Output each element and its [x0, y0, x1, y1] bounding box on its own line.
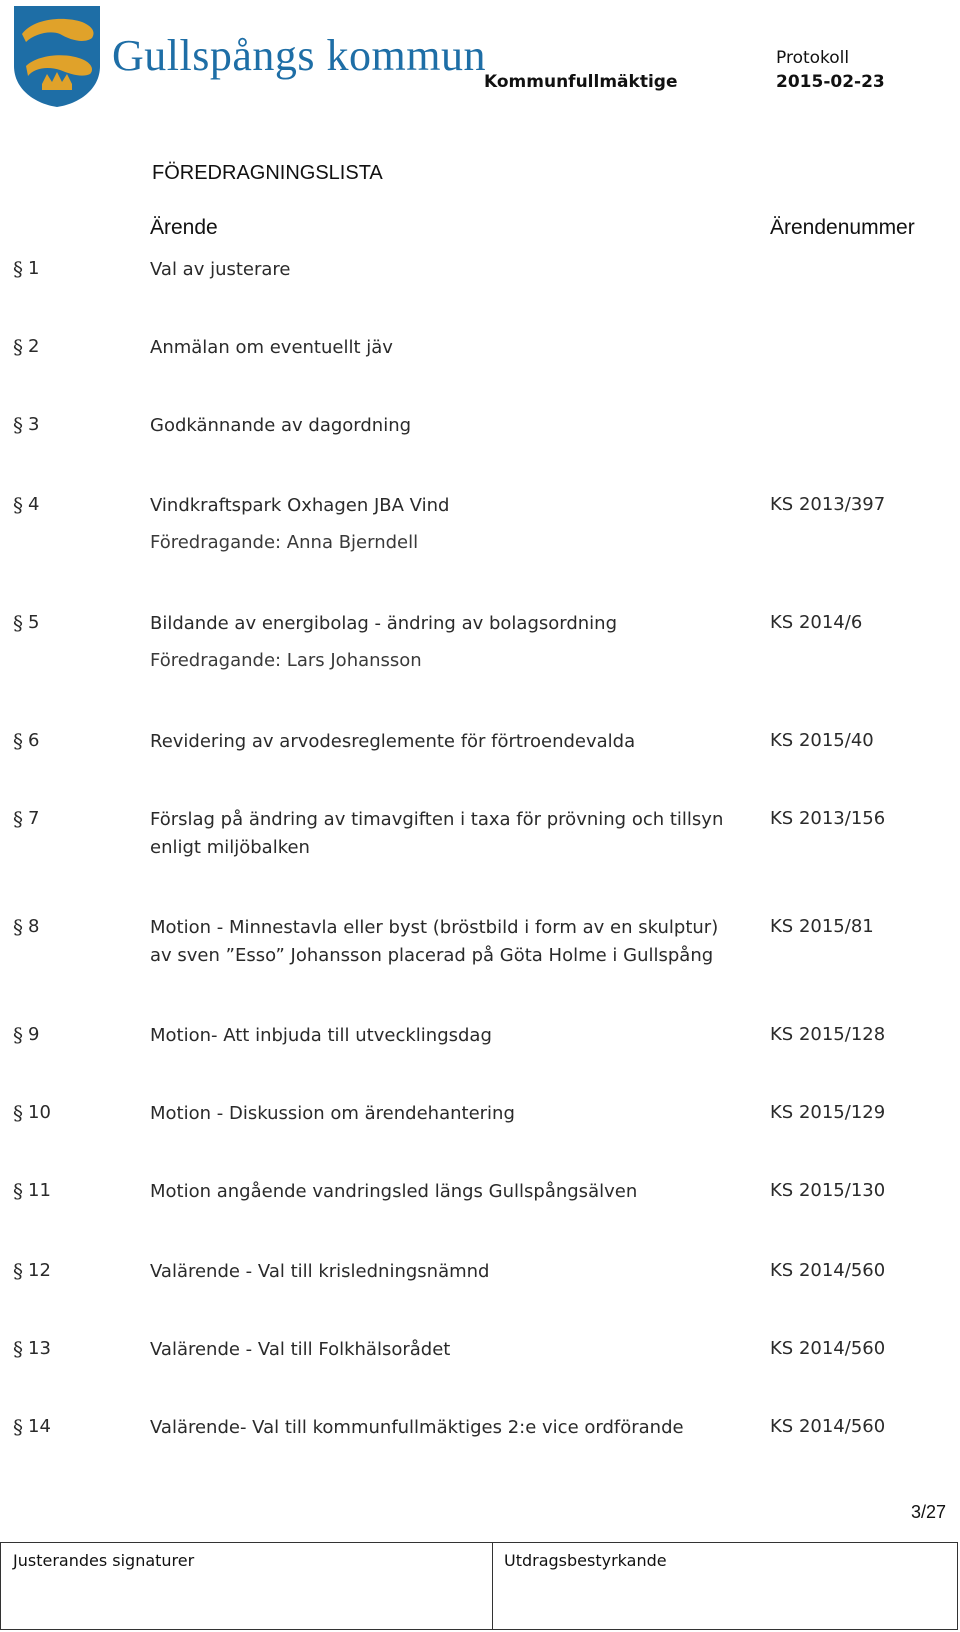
section-sign: § [13, 257, 23, 281]
item-title: Val av justerare [150, 259, 291, 280]
item-reference-number: KS 2014/560 [770, 1260, 886, 1281]
item-title: Valärende- Val till kommunfullmäktiges 2:e vice ordförande [150, 1417, 684, 1438]
section-sign: § [13, 335, 23, 359]
page-number: 3/27 [910, 1502, 946, 1522]
footer-divider [492, 1543, 493, 1629]
item-title: Revidering av arvodesreglemente för förtroendevalda [150, 731, 636, 752]
item-number: 13 [28, 1338, 51, 1359]
item-title: Anmälan om eventuellt jäv [150, 337, 393, 358]
item-title: Bildande av energibolag - ändring av bolagsordning [150, 613, 618, 634]
item-title: Godkännande av dagordning [150, 415, 412, 436]
item-presenter: Föredragande: Anna Bjerndell [150, 532, 419, 553]
item-number: 14 [28, 1416, 51, 1437]
municipality-name: Gullspångs kommun [112, 31, 486, 80]
item-reference-number: KS 2015/128 [770, 1024, 886, 1045]
document-type: Protokoll [776, 48, 850, 68]
column-header-subject: Ärende [150, 216, 218, 239]
item-reference-number: KS 2014/6 [770, 612, 863, 633]
section-sign: § [13, 1415, 23, 1439]
item-reference-number: KS 2013/156 [770, 808, 886, 829]
item-title: Vindkraftspark Oxhagen JBA Vind [150, 495, 450, 516]
item-number: 6 [28, 730, 40, 751]
item-title: Valärende - Val till krisledningsnämnd [150, 1261, 490, 1282]
item-title: Motion- Att inbjuda till utvecklingsdag [150, 1025, 492, 1046]
item-reference-number: KS 2015/40 [770, 730, 874, 751]
item-number: 10 [28, 1102, 51, 1123]
section-sign: § [13, 1179, 23, 1203]
item-title: Motion angående vandringsled längs Gullspångsälven [150, 1181, 638, 1202]
item-number: 7 [28, 808, 40, 829]
item-title: Valärende - Val till Folkhälsorådet [150, 1339, 451, 1360]
section-sign: § [13, 1023, 23, 1047]
section-sign: § [13, 1337, 23, 1361]
section-sign: § [13, 807, 23, 831]
item-reference-number: KS 2015/81 [770, 916, 874, 937]
item-presenter: Föredragande: Lars Johansson [150, 650, 422, 671]
section-sign: § [13, 729, 23, 753]
section-sign: § [13, 1259, 23, 1283]
item-reference-number: KS 2014/560 [770, 1416, 886, 1437]
item-title: Motion - Diskussion om ärendehantering [150, 1103, 515, 1124]
section-sign: § [13, 611, 23, 635]
item-title: Förslag på ändring av timavgiften i taxa för prövning och tillsyn enligt miljöbalken [150, 809, 724, 858]
item-number: 9 [28, 1024, 40, 1045]
municipality-coat-of-arms-logo [12, 4, 102, 108]
section-sign: § [13, 493, 23, 517]
signature-footer [0, 1542, 958, 1630]
item-number: 8 [28, 916, 40, 937]
footer-right-label: Utdragsbestyrkande [504, 1551, 667, 1570]
item-title: Motion - Minnestavla eller byst (bröstbild i form av en skulptur) av sven ”Esso” Johansson placerad på Göta Holme i Gullspång [150, 917, 719, 966]
section-sign: § [13, 413, 23, 437]
item-number: 1 [28, 258, 40, 279]
list-title: FÖREDRAGNINGSLISTA [152, 162, 383, 184]
footer-left-label: Justerandes signaturer [13, 1551, 195, 1570]
item-number: 12 [28, 1260, 51, 1281]
section-sign: § [13, 1101, 23, 1125]
item-number: 3 [28, 414, 40, 435]
column-header-number: Ärendenummer [770, 216, 915, 239]
section-sign: § [13, 915, 23, 939]
item-number: 11 [28, 1180, 51, 1201]
item-reference-number: KS 2013/397 [770, 494, 886, 515]
item-number: 5 [28, 612, 40, 633]
item-reference-number: KS 2015/130 [770, 1180, 886, 1201]
meeting-body: Kommunfullmäktige [484, 72, 678, 92]
item-number: 2 [28, 336, 40, 357]
meeting-date: 2015-02-23 [776, 72, 885, 92]
item-reference-number: KS 2014/560 [770, 1338, 886, 1359]
item-number: 4 [28, 494, 40, 515]
item-reference-number: KS 2015/129 [770, 1102, 886, 1123]
